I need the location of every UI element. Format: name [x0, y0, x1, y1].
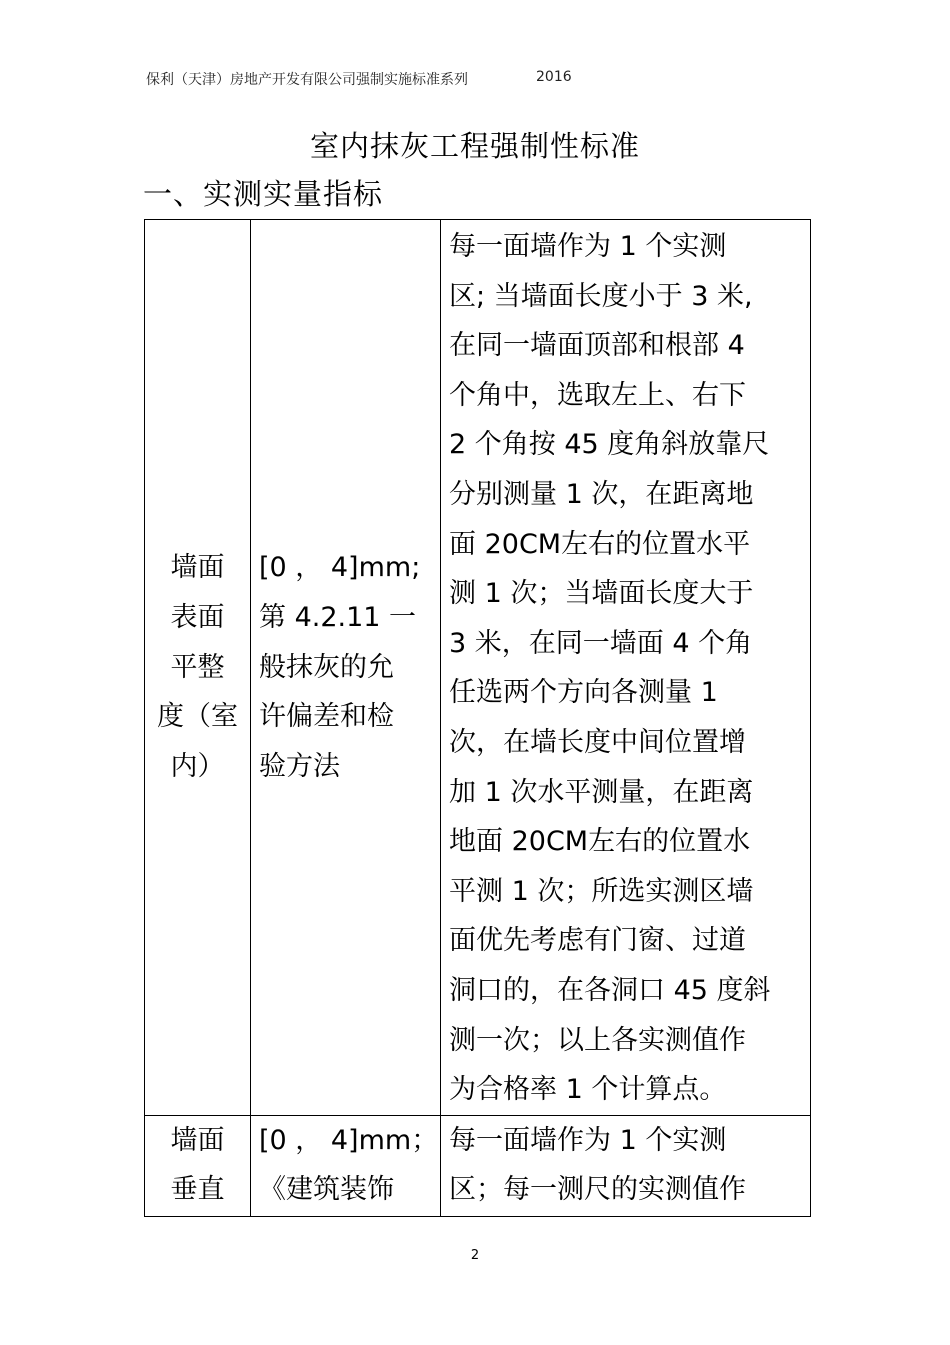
- tolerance-cell: [251, 220, 441, 1116]
- method-line: 每一面墙作为 1 个实测: [449, 231, 727, 262]
- tolerance-line: 第 4.2.11 一: [259, 601, 417, 633]
- item-line: 平整: [170, 651, 225, 683]
- document-title: 室内抹灰工程强制性标准: [309, 129, 640, 163]
- method-line: 区; 当墙面长度小于 3 米,: [449, 280, 753, 312]
- method-line: 加 1 次水平测量，在距离: [449, 776, 754, 808]
- page-header: [146, 69, 572, 89]
- tolerance-line: 《建筑装饰: [259, 1174, 394, 1206]
- item-line: 度（室: [157, 701, 238, 733]
- method-line: 测 1 次；当墙面长度大于: [449, 578, 754, 610]
- method-line: 面优先考虑有门窗、过道: [449, 925, 746, 957]
- tolerance-line: 般抹灰的允: [259, 651, 394, 683]
- tolerance-line: 验方法: [259, 750, 340, 782]
- method-cell: [441, 220, 811, 1116]
- method-line: 次，在墙长度中间位置增: [449, 726, 746, 758]
- method-line: 区；每一测尺的实测值作: [449, 1174, 746, 1206]
- header-year: 2016: [536, 69, 572, 85]
- method-line: 分别测量 1 次，在距离地: [449, 478, 754, 510]
- section-heading: 一、实测实量指标: [143, 177, 384, 211]
- table-row: [145, 1115, 811, 1216]
- method-line: 在同一墙面顶部和根部 4: [449, 330, 745, 362]
- tolerance-line: [0 ， 4]mm;: [259, 552, 421, 584]
- item-cell: [145, 220, 251, 1116]
- item-line: 墙面: [170, 552, 225, 584]
- method-line: 测一次；以上各实测值作: [449, 1024, 746, 1056]
- method-line: 每一面墙作为 1 个实测: [449, 1124, 727, 1156]
- item-line: 垂直: [170, 1174, 225, 1206]
- table-row: [145, 220, 811, 1116]
- method-line: 2 个角按 45 度角斜放靠尺: [449, 429, 770, 461]
- measurement-table: [144, 219, 811, 1217]
- method-line: 平测 1 次；所选实测区墙: [449, 875, 754, 907]
- page-number: 2: [470, 1248, 480, 1263]
- method-line: 洞口的，在各洞口 45 度斜: [449, 974, 771, 1006]
- item-line: 内）: [170, 750, 225, 782]
- tolerance-cell: [251, 1115, 441, 1216]
- tolerance-line: [0 ， 4]mm；: [259, 1124, 439, 1156]
- method-line: 3 米，在同一墙面 4 个角: [449, 627, 753, 659]
- tolerance-line: 许偏差和检: [259, 701, 394, 733]
- header-company-series: 保利（天津）房地产开发有限公司强制实施标准系列: [146, 72, 468, 88]
- method-line: 任选两个方向各测量 1: [449, 677, 718, 709]
- item-line: 表面: [170, 601, 225, 633]
- method-line: 地面 20CM左右的位置水: [449, 826, 751, 858]
- item-line: 墙面: [170, 1124, 225, 1156]
- method-line: 面 20CM左右的位置水平: [449, 528, 751, 560]
- method-cell: [441, 1115, 811, 1216]
- method-line: 为合格率 1 个计算点。: [449, 1074, 727, 1106]
- item-cell: [145, 1115, 251, 1216]
- method-line: 个角中，选取左上、右下: [449, 379, 746, 411]
